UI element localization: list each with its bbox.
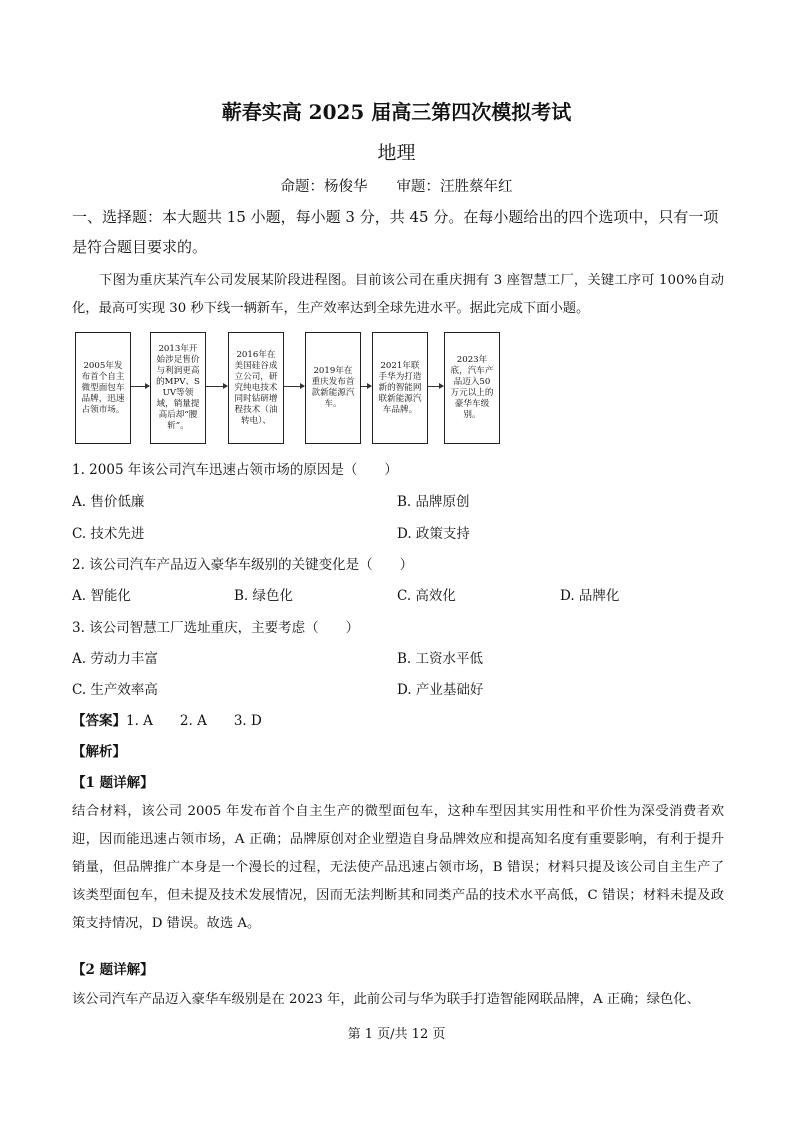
- detail-2-text: 该公司汽车产品迈入豪华车级别是在 2023 年，此前公司与华为联手打造智能网联品牌，A 正确；绿色化、: [72, 992, 700, 1007]
- flow-step-2016: [228, 332, 284, 444]
- q1-option-b: B. 品牌原创: [397, 494, 470, 510]
- q1-option-d: D. 政策支持: [397, 526, 470, 542]
- page-footer: 第 1 页/共 12 页: [347, 1027, 446, 1042]
- question-2-stem: 2. 该公司汽车产品迈入豪华车级别的关键变化是（ ）: [72, 557, 414, 573]
- flow-arrow: [131, 386, 149, 387]
- flow-step-text: 2005年发布首个自主微型面包车品牌，迅速占领市场。: [81, 360, 125, 415]
- q1-option-a: A. 售价低廉: [72, 494, 145, 510]
- q2-option-d: D. 品牌化: [560, 588, 620, 604]
- detail-2-label: 【2 题详解】: [72, 962, 154, 978]
- flow-step-2013: [150, 332, 206, 444]
- subject-title: 地理: [377, 142, 416, 164]
- question-3-stem: 3. 该公司智慧工厂选址重庆，主要考虑（ ）: [72, 620, 360, 636]
- exam-title: 蕲春实高 2025 届高三第四次模拟考试: [221, 100, 572, 124]
- analysis-label: 【解析】: [72, 744, 126, 760]
- flow-step-2023: [444, 332, 500, 444]
- flow-arrow: [284, 386, 304, 387]
- detail-1-label: 【1 题详解】: [72, 775, 154, 791]
- section-instructions: 一、选择题：本大题共 15 小题，每小题 3 分，共 45 分。在每小题给出的四个选项中，只有一项是符合题目要求的。: [72, 208, 719, 256]
- detail-1-text: 结合材料，该公司 2005 年发布首个自主生产的微型面包车，这种车型因其实用性和平价性为深受消费者欢迎，因而能迅速占领市场，A 正确；品牌原创对企业塑造自身品牌效应和提高知名度有重要影响，有利于提升销量，但品牌推广本身是一个漫长的过程，无法使产品迅速占领市场，B 错误；材料只提及该公司自主生产了该类型面包车，但未提及技术发展情况，因而无法判断其和同类产品的技术水平高低，C 错误；材料未提及政策支持情况，D 错误。故选 A。: [72, 804, 724, 931]
- q2-option-a: A. 智能化: [72, 588, 131, 604]
- q1-option-c: C. 技术先进: [72, 526, 145, 542]
- q3-option-a: A. 劳动力丰富: [72, 651, 158, 667]
- answer-text: 1. A 2. A 3. D: [126, 713, 262, 729]
- flow-step-2021: [372, 332, 428, 444]
- q3-option-d: D. 产业基础好: [397, 682, 484, 698]
- answer-line: [72, 709, 262, 729]
- development-flowchart: [72, 332, 502, 448]
- q3-option-b: B. 工资水平低: [397, 651, 484, 667]
- q3-option-c: C. 生产效率高: [72, 682, 158, 698]
- flow-arrow: [361, 386, 371, 387]
- flow-step-2005: [75, 332, 131, 444]
- q2-option-b: B. 绿色化: [234, 588, 294, 604]
- answer-label: 【答案】: [72, 713, 126, 729]
- flow-step-text: 2021年联手华为打造新的智能网联新能源汽车品牌。: [378, 360, 422, 415]
- question-1-stem: 1. 2005 年该公司汽车迅速占领市场的原因是（ ）: [72, 462, 398, 478]
- flow-step-2019: [305, 332, 361, 444]
- material-paragraph: 下图为重庆某汽车公司发展某阶段进程图。目前该公司在重庆拥有 3 座智慧工厂，关键工序可 100%自动化，最高可实现 30 秒下线一辆新车，生产效率达到全球先进水平。据此完成下面小题。: [72, 273, 724, 316]
- flow-arrow: [206, 386, 227, 387]
- authors-line: 命题：杨俊华 审题：汪胜蔡年红: [280, 179, 513, 195]
- flow-step-text: 2016年在美国硅谷成立公司，研究纯电技术同时钻研增程技术（油转电）、: [234, 349, 278, 426]
- q2-option-c: C. 高效化: [397, 588, 456, 604]
- flow-step-text: 2019年在重庆发布首款新能源汽车。: [311, 366, 355, 409]
- flow-arrow: [428, 386, 443, 387]
- flow-step-text: 2023年底，汽车产品迈入50万元以上的豪华车级别。: [450, 355, 494, 420]
- flow-step-text: 2013年开始涉足售价与利润更高的MPV、SUV等领域，销量提高后却“腰斩”。: [156, 344, 200, 431]
